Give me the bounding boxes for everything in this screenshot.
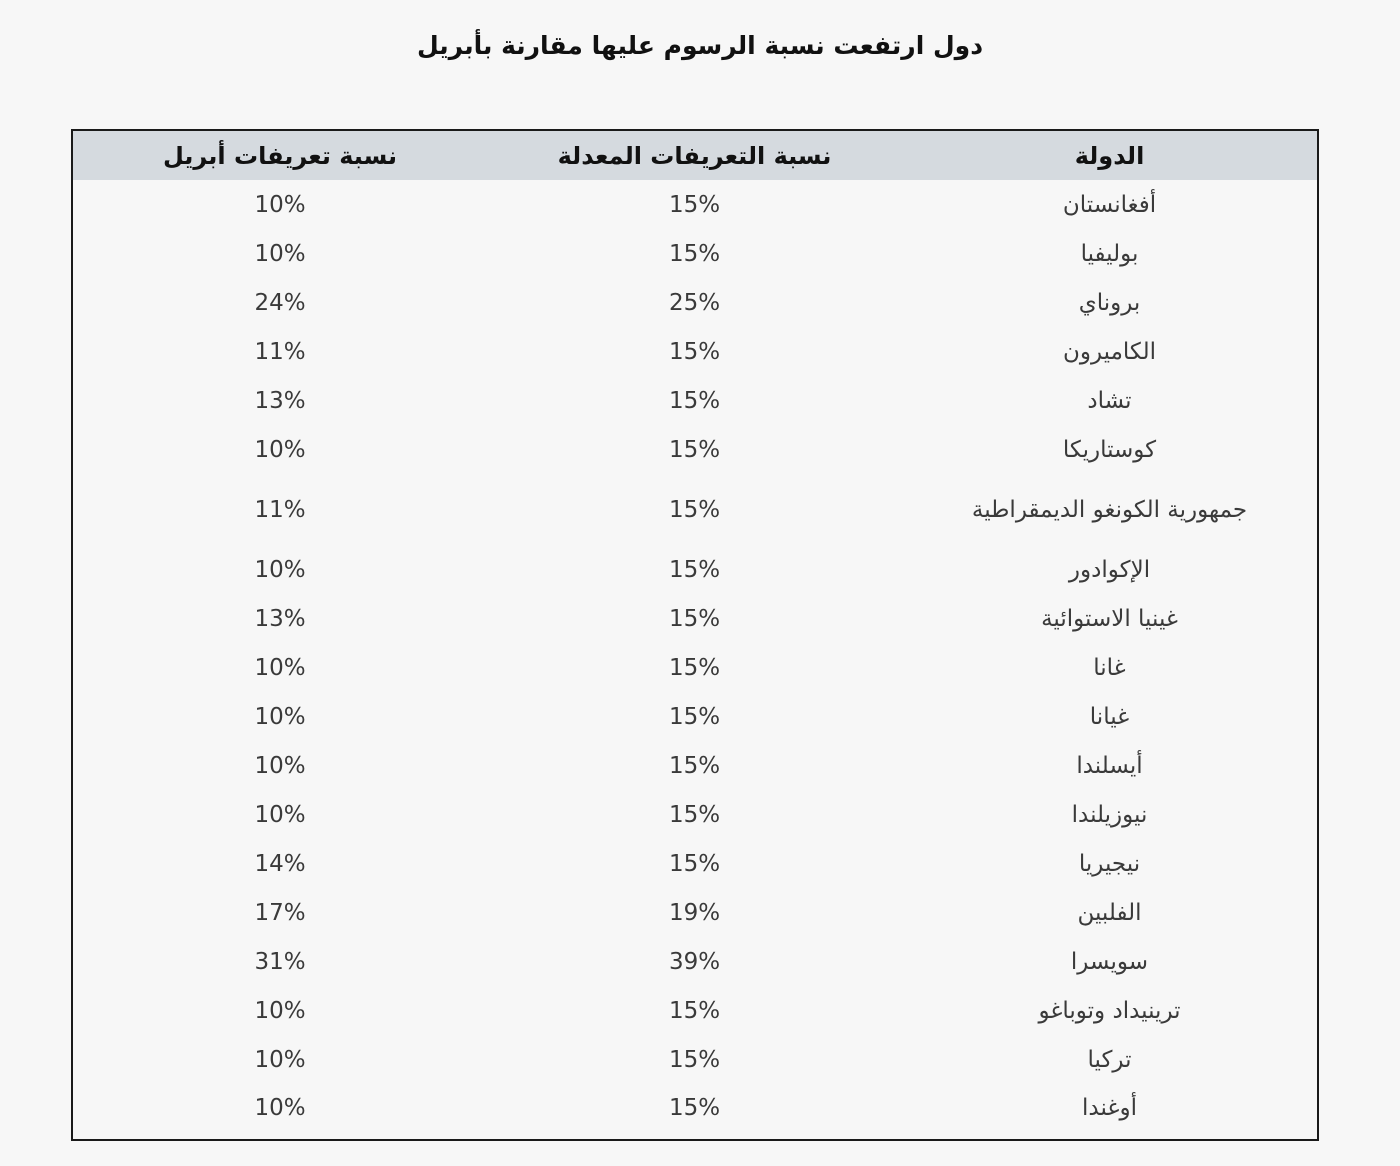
- april-rate-cell: 11%: [254, 338, 306, 365]
- new-rate-cell: 15%: [668, 496, 721, 523]
- country-cell: تركيا: [1087, 1046, 1132, 1073]
- new-rate-cell: 15%: [668, 850, 721, 877]
- new-rate-cell: 15%: [668, 1095, 721, 1121]
- new-rate-cell: 19%: [668, 899, 721, 926]
- country-cell: بروناي: [1078, 289, 1141, 316]
- april-rate-cell: 10%: [254, 654, 306, 681]
- table-row: [73, 839, 1317, 888]
- table-row: [73, 643, 1317, 692]
- april-rate-cell: 10%: [254, 752, 306, 779]
- april-rate-cell: 13%: [254, 605, 306, 632]
- table-row: [73, 692, 1317, 741]
- table-row: [73, 937, 1317, 986]
- header-new-rate: نسبة التعريفات المعدلة: [557, 141, 832, 170]
- april-rate-cell: 10%: [254, 801, 306, 828]
- new-rate-cell: 15%: [668, 1046, 721, 1073]
- new-rate-cell: 15%: [668, 997, 721, 1024]
- table-row: [73, 278, 1317, 327]
- country-cell: غيانا: [1089, 703, 1130, 730]
- table-row: [73, 741, 1317, 790]
- april-rate-cell: 14%: [254, 850, 306, 877]
- table-row: [73, 986, 1317, 1035]
- country-cell: ترينيداد وتوباغو: [1038, 997, 1181, 1024]
- country-cell: غانا: [1093, 654, 1126, 681]
- new-rate-cell: 39%: [668, 948, 721, 975]
- table-body: [73, 180, 1317, 1139]
- new-rate-cell: 15%: [668, 654, 721, 681]
- header-country: الدولة: [1074, 141, 1145, 170]
- country-cell: تشاد: [1087, 387, 1132, 414]
- new-rate-cell: 15%: [668, 436, 721, 463]
- country-cell: غينيا الاستوائية: [1041, 605, 1178, 632]
- table-row: [73, 327, 1317, 376]
- april-rate-cell: 13%: [254, 387, 306, 414]
- new-rate-cell: 15%: [668, 605, 721, 632]
- april-rate-cell: 10%: [254, 1046, 306, 1073]
- april-rate-cell: 31%: [254, 948, 306, 975]
- april-rate-cell: 10%: [254, 1095, 306, 1121]
- table-row: [73, 1084, 1317, 1132]
- country-cell: أفغانستان: [1062, 191, 1157, 218]
- country-cell: سويسرا: [1070, 948, 1149, 975]
- page-title: دول ارتفعت نسبة الرسوم عليها مقارنة بأبريل: [416, 31, 984, 60]
- new-rate-cell: 15%: [668, 387, 721, 414]
- april-rate-cell: 10%: [254, 997, 306, 1024]
- country-cell: أوغندا: [1082, 1095, 1137, 1121]
- country-cell: نيجيريا: [1078, 850, 1141, 877]
- table-row: [73, 545, 1317, 594]
- new-rate-cell: 15%: [668, 801, 721, 828]
- tariff-table: [71, 129, 1319, 1141]
- april-rate-cell: 10%: [254, 240, 306, 267]
- new-rate-cell: 25%: [668, 289, 721, 316]
- new-rate-cell: 15%: [668, 191, 721, 218]
- new-rate-cell: 15%: [668, 752, 721, 779]
- april-rate-cell: 10%: [254, 556, 306, 583]
- country-cell: الكاميرون: [1062, 338, 1157, 365]
- country-cell: جمهورية الكونغو الديمقراطية: [971, 496, 1248, 523]
- new-rate-cell: 15%: [668, 338, 721, 365]
- country-cell: الإكوادور: [1068, 556, 1151, 583]
- april-rate-cell: 11%: [254, 496, 306, 523]
- country-cell: كوستاريكا: [1062, 436, 1157, 463]
- country-cell: أيسلندا: [1076, 752, 1143, 779]
- table-row: [73, 425, 1317, 474]
- april-rate-cell: 10%: [254, 436, 306, 463]
- april-rate-cell: 24%: [254, 289, 306, 316]
- april-rate-cell: 10%: [254, 703, 306, 730]
- new-rate-cell: 15%: [668, 240, 721, 267]
- table-row: [73, 376, 1317, 425]
- table-row: [73, 888, 1317, 937]
- april-rate-cell: 10%: [254, 191, 306, 218]
- country-cell: بوليفيا: [1080, 240, 1139, 267]
- table-row: [73, 790, 1317, 839]
- header-april-rate: نسبة تعريفات أبريل: [163, 141, 397, 170]
- country-cell: نيوزيلندا: [1071, 801, 1148, 828]
- new-rate-cell: 15%: [668, 703, 721, 730]
- table-row: [73, 474, 1317, 545]
- table-header-row: [73, 131, 1317, 180]
- country-cell: الفلبين: [1077, 899, 1142, 926]
- table-row: [73, 180, 1317, 229]
- new-rate-cell: 15%: [668, 556, 721, 583]
- table-row: [73, 1035, 1317, 1084]
- table-row: [73, 594, 1317, 643]
- table-row: [73, 229, 1317, 278]
- april-rate-cell: 17%: [254, 899, 306, 926]
